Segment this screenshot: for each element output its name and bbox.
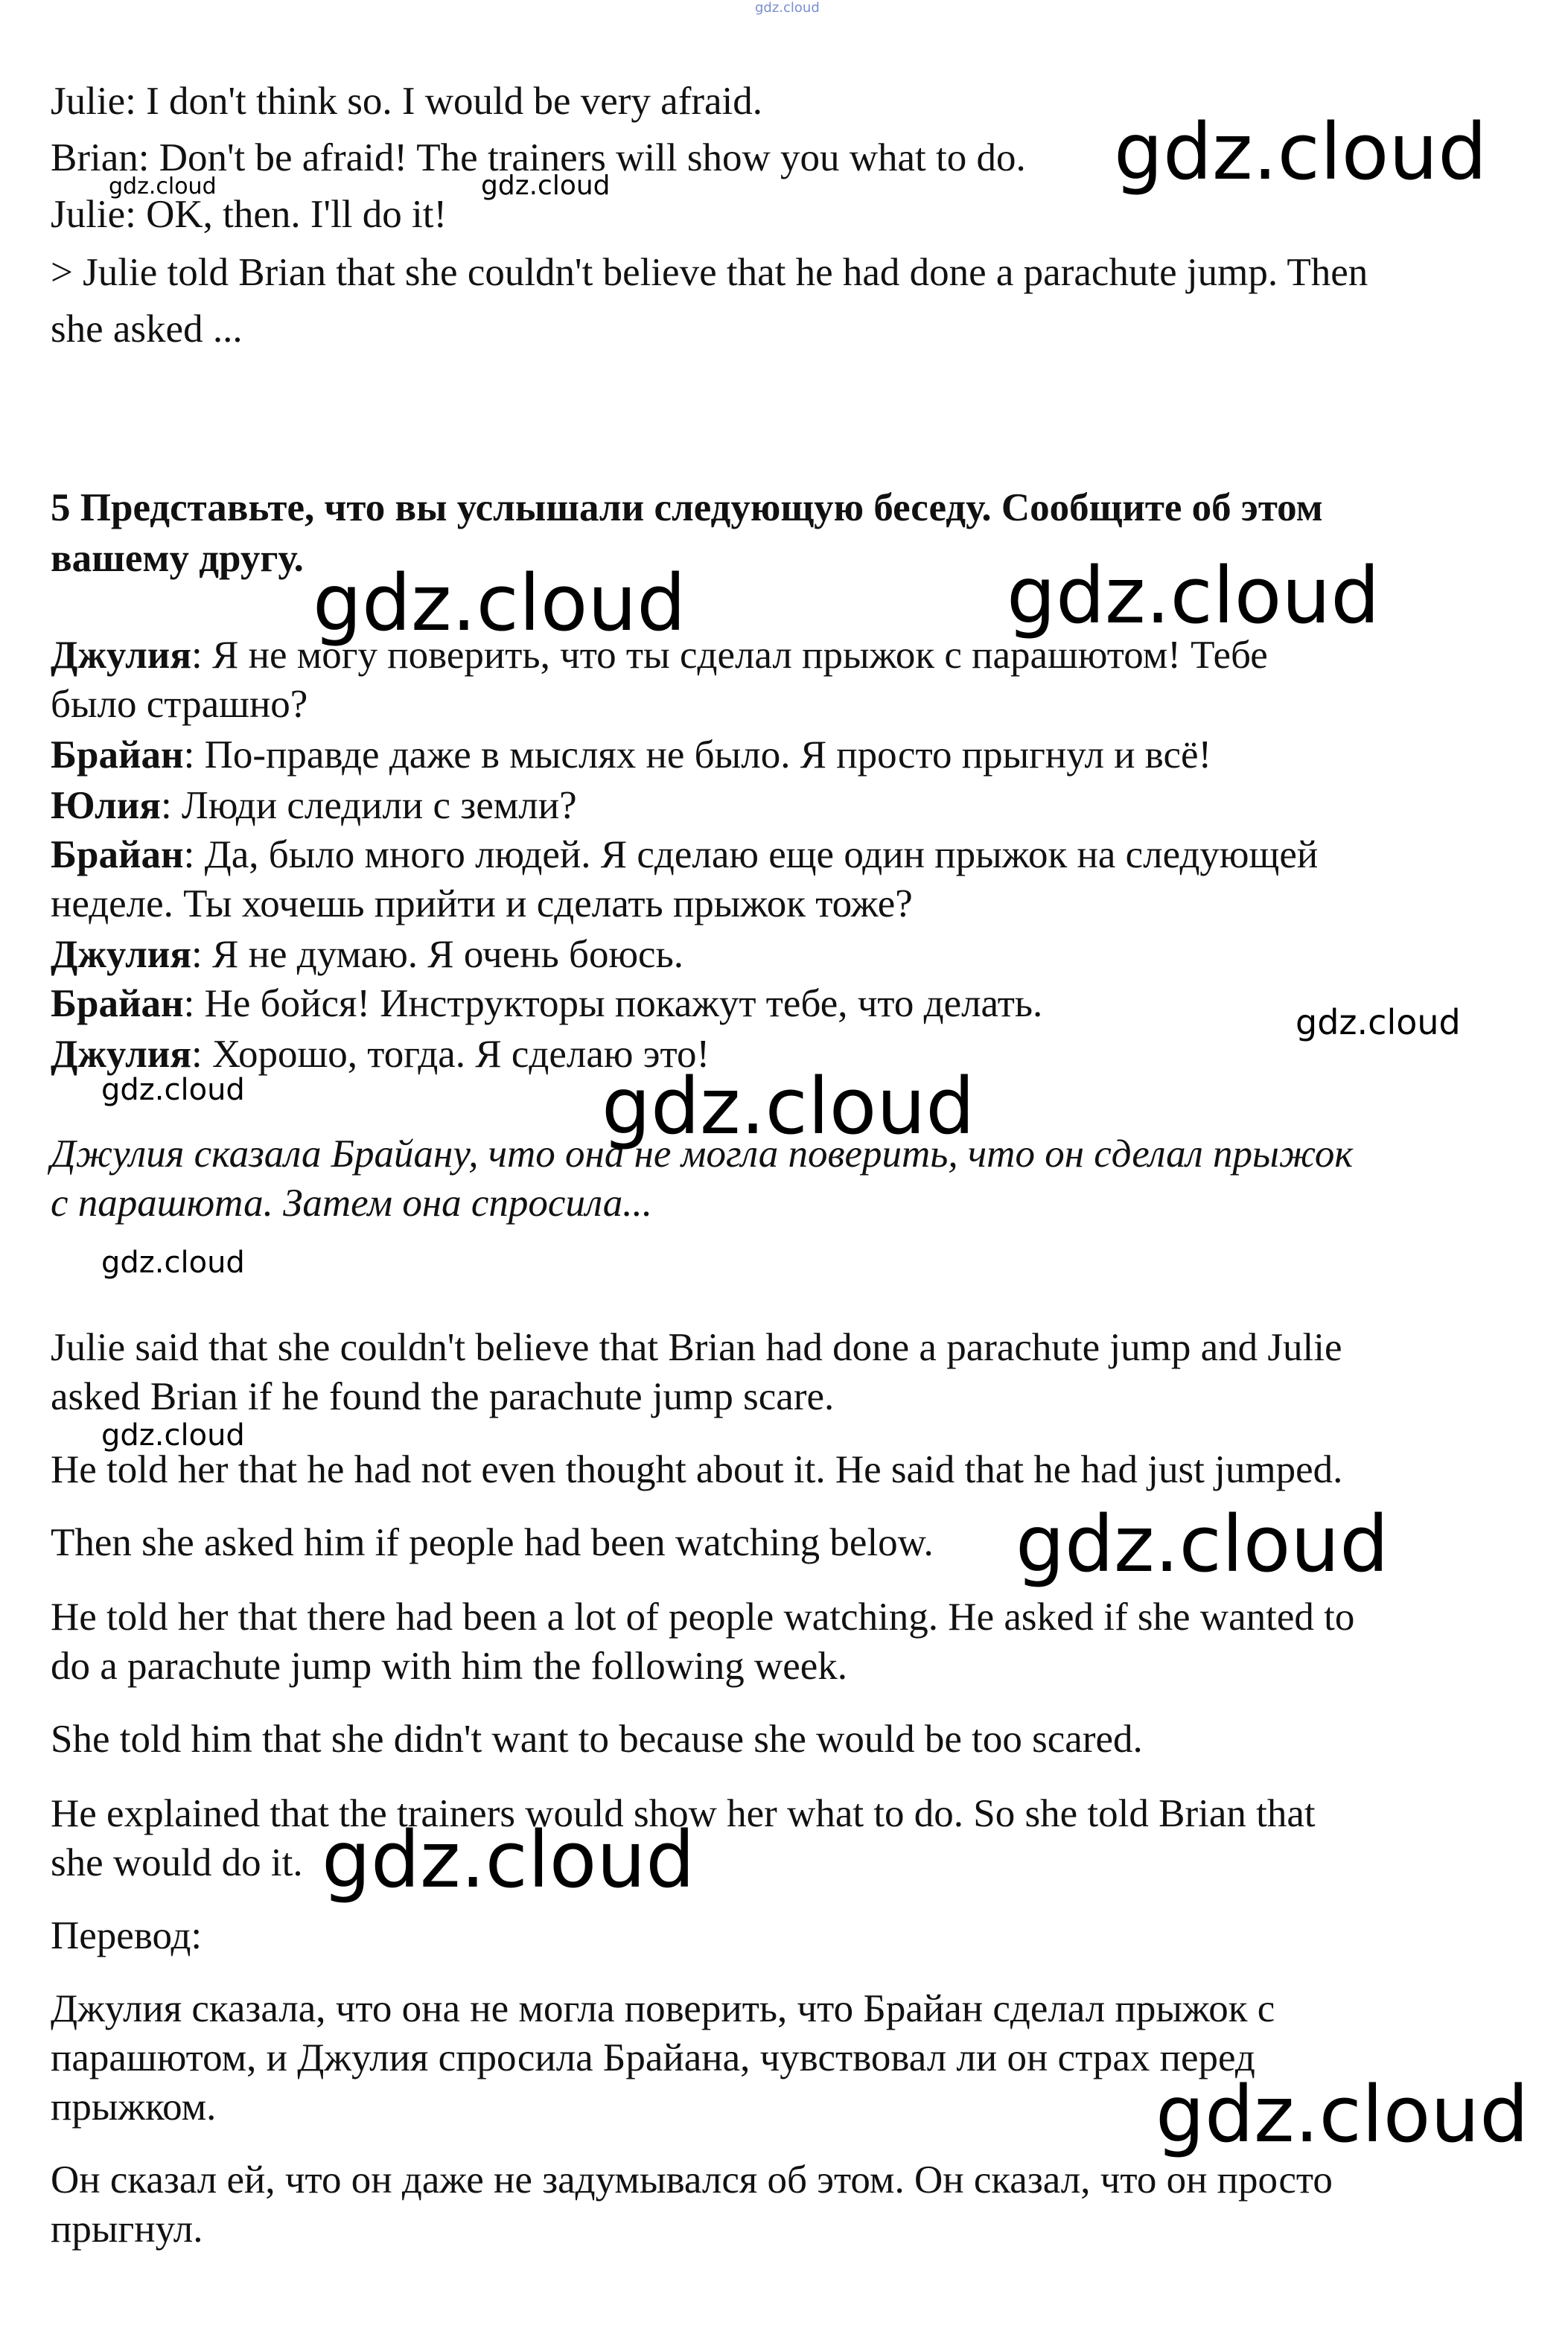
speaker-text: : Я не могу поверить, что ты сделал прыжок с парашютом! Тебе: [191, 634, 1268, 677]
prompt-line-2: she asked ...: [51, 307, 243, 351]
speaker-name: Брайан: [51, 833, 184, 876]
dialogue-line-julie-afraid: Julie: I don't think so. I would be very afraid.: [51, 80, 762, 123]
answer-p1-line-2: asked Brian if he found the parachute jump scare.: [51, 1375, 835, 1418]
answer-p6-line-2: she would do it.: [51, 1841, 303, 1884]
watermark-logo: gdz.cloud: [322, 1814, 695, 1905]
watermark-logo: gdz.cloud: [1007, 550, 1380, 641]
speaker-name: Брайан: [51, 982, 184, 1025]
translation-p2-line-2: прыгнул.: [51, 2208, 203, 2251]
ru-dialogue-line-cont: было страшно?: [51, 683, 308, 726]
task5-heading-line-1: 5 Представьте, что вы услышали следующую беседу. Сообщите об этом: [51, 486, 1323, 529]
answer-p4-line-2: do a parachute jump with him the following week.: [51, 1645, 848, 1688]
translation-p1-line-1: Джулия сказала, что она не могла поверить, что Брайан сделал прыжок с: [51, 1987, 1275, 2030]
watermark-logo: gdz.cloud: [1156, 2069, 1529, 2160]
translation-p1-line-3: прыжком.: [51, 2085, 217, 2129]
task5-heading-line-2: вашему другу.: [51, 537, 304, 580]
watermark-logo: gdz.cloud: [101, 1073, 245, 1107]
watermark-logo: gdz.cloud: [313, 558, 686, 648]
ru-dialogue-line: [51, 780, 577, 831]
watermark-logo: gdz.cloud: [109, 173, 217, 200]
ru-prompt-line-2: с парашюта. Затем она спросила...: [51, 1182, 652, 1225]
dialogue-line-brian-trainers: Brian: Don't be afraid! The trainers will show you what to do.: [51, 136, 1026, 179]
answer-p3: Then she asked him if people had been watching below.: [51, 1521, 934, 1564]
translation-p2-line-1: Он сказал ей, что он даже не задумывался об этом. Он сказал, что он просто: [51, 2158, 1333, 2202]
watermark-logo: gdz.cloud: [1114, 106, 1488, 197]
speaker-text: : Не бойся! Инструкторы покажут тебе, что делать.: [183, 982, 1043, 1025]
watermark-logo: gdz.cloud: [101, 1418, 245, 1453]
answer-p4-line-1: He told her that there had been a lot of people watching. He asked if she wanted to: [51, 1596, 1355, 1639]
watermark-logo: gdz.cloud: [101, 1246, 245, 1280]
ru-dialogue-line: [51, 829, 1318, 880]
ru-dialogue-line: [51, 929, 683, 980]
watermark-logo: gdz.cloud: [1295, 1002, 1461, 1042]
speaker-name: Брайан: [51, 733, 184, 777]
dialogue-line-julie-ok: Julie: OK, then. I'll do it!: [51, 193, 447, 236]
speaker-text: : Хорошо, тогда. Я сделаю это!: [191, 1033, 710, 1076]
speaker-name: Джулия: [51, 933, 192, 976]
ru-dialogue-line: [51, 730, 1211, 780]
ru-dialogue-line: [51, 978, 1042, 1029]
watermark-logo: gdz.cloud: [602, 1061, 975, 1152]
ru-prompt-line-1: Джулия сказала Брайану, что она не могла поверить, что он сделал прыжок: [51, 1132, 1354, 1176]
watermark-logo: gdz.cloud: [481, 170, 611, 201]
ru-dialogue-line-cont: неделе. Ты хочешь прийти и сделать прыжок тоже?: [51, 882, 913, 925]
speaker-name: Джулия: [51, 634, 192, 677]
speaker-name: Джулия: [51, 1033, 192, 1076]
answer-p1-line-1: Julie said that she couldn't believe that Brian had done a parachute jump and Julie: [51, 1326, 1342, 1369]
answer-p6-line-1: He explained that the trainers would show her what to do. So she told Brian that: [51, 1792, 1316, 1835]
speaker-text: : Да, было много людей. Я сделаю еще один прыжок на следующей: [183, 833, 1319, 876]
translation-p1-line-2: парашютом, и Джулия спросила Брайана, чувствовал ли он страх перед: [51, 2036, 1255, 2079]
speaker-text: : Люди следили с земли?: [160, 784, 577, 827]
prompt-line-1: > Julie told Brian that she couldn't believe that he had done a parachute jump. Then: [51, 251, 1368, 294]
watermark-top: gdz.cloud: [755, 0, 820, 16]
watermark-logo: gdz.cloud: [1016, 1499, 1389, 1590]
speaker-name: Юлия: [51, 784, 161, 827]
translation-label: Перевод:: [51, 1914, 203, 1957]
answer-p5: She told him that she didn't want to because she would be too scared.: [51, 1718, 1143, 1761]
answer-p2: He told her that he had not even thought about it. He said that he had just jumped.: [51, 1448, 1343, 1491]
speaker-text: : По-правде даже в мыслях не было. Я просто прыгнул и всё!: [183, 733, 1212, 777]
speaker-text: : Я не думаю. Я очень боюсь.: [191, 933, 684, 976]
